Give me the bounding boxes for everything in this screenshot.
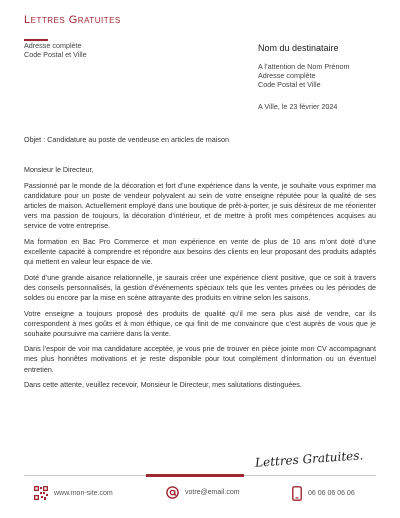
footer-email (166, 486, 240, 499)
closing-paragraph: Dans cette attente, veuillez recevoir, Monsieur le Directeur, mes salutations distinguées. (24, 381, 302, 390)
footer-email-text: votre@email.com (185, 489, 240, 496)
body-paragraph-1: Passionné par le monde de la décoration et fort d’une expérience dans la vente, je souhaite vous exprimer ma candidature pour un poste de vendeur polyvalent au sein de votre enseigne réputée pour la qualité de ses articles de maison. Actuellement employé dans une boutique de prêt-à-porter, je suis désireux de me réorienter vers ma passion de toujours, la décoration d’intérieur, et de mettre à profit mes compétences acquises au service de votre entreprise. (24, 181, 376, 231)
letter-body (24, 165, 376, 396)
sender-address: Adresse complète (24, 41, 82, 50)
qr-code-icon (34, 486, 48, 500)
date-line: A Ville, le 23 février 2024 (258, 102, 338, 111)
handwritten-signature: Lettres Gratuites. (254, 448, 364, 470)
body-paragraph-3: Doté d’une grande aisance relationnelle, je saurais créer une expérience client positive, que ce soit à travers des conseils personnalisés, la gestion d’événements spéciaux tels que les ventes privées ou les périodes de soldes ou encore par la mise en scène attrayante des produits en vitrine selon les saisons. (24, 273, 376, 302)
body-paragraph-4: Votre enseigne a toujours proposé des produits de qualité qu’il me sera plus aisé de vendre, car ils correspondent à mes goûts et à mon éthique, ce qui finit de me convaincre que c’est auprès de vous que je souhaite poursuivre ma carrière dans la vente. (24, 309, 376, 338)
recipient-address: Adresse complète (258, 71, 316, 80)
recipient-attention: A l’attention de Nom Prénom (258, 62, 350, 71)
salutation: Monsieur le Directeur, (24, 166, 94, 174)
recipient-address-block (258, 62, 350, 89)
phone-icon (292, 486, 302, 501)
letter-subject: Objet : Candidature au poste de vendeuse en articles de maison (24, 135, 229, 144)
sender-address-block (24, 41, 87, 59)
footer-accent-bar (146, 474, 244, 477)
body-paragraph-5: Dans l’espoir de voir ma candidature acceptée, je vous prie de trouver en pièce jointe mon CV accompagnant mes plus honnêtes motivations et je reste disponible pour tout complément d’information ou un éventuel entretien. (24, 345, 376, 374)
at-sign-icon (166, 486, 179, 499)
footer-website-text: www.mon-site.com (54, 489, 113, 497)
sender-postal-city: Code Postal et Ville (24, 50, 87, 59)
footer-phone (292, 486, 355, 501)
footer-phone-text: 06 06 06 06 06 (308, 490, 355, 497)
sender-name: Lettres Gratuites (24, 14, 121, 26)
recipient-name: Nom du destinataire (258, 43, 339, 53)
footer-website (34, 486, 113, 500)
body-paragraph-2: Ma formation en Bac Pro Commerce et mon expérience en vente de plus de 10 ans m’ont doté d’une excellente capacité à comprendre et répondre aux besoins des clients en leur proposant des produits adaptés qui mettent en valeur leur espace de vie. (24, 237, 376, 266)
recipient-postal-city: Code Postal et Ville (258, 80, 321, 89)
